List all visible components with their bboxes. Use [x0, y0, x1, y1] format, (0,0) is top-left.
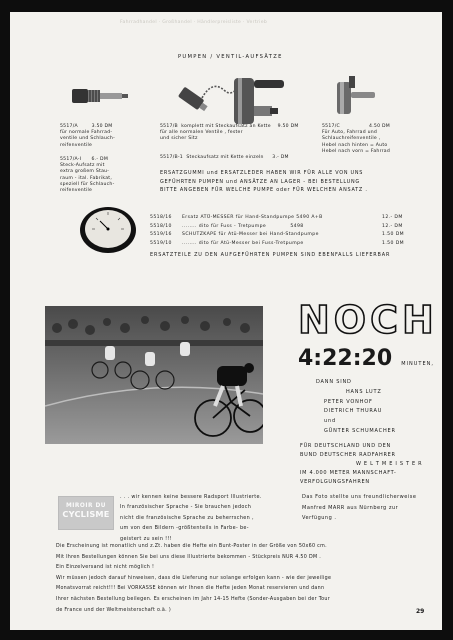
gauge-text: Ersatz ATÜ-MESSER für Hand-Standpumpe 5490 A+B [182, 215, 323, 220]
pump-nozzle-a-image [70, 82, 130, 110]
noch-headline: NOCH [298, 298, 438, 342]
track-cycling-photo [45, 306, 263, 444]
product-desc-line: Schlauchreifenventile , [322, 136, 381, 142]
product-desc-line: Steck-Aufsatz mit [60, 163, 105, 169]
rider-name: DIETRICH THURAU [324, 408, 383, 415]
gauge-row [150, 215, 430, 224]
photo-credit [302, 492, 416, 524]
body-line: Wir müssen jedoch darauf hinweisen, dass die Lieferung nur solange erfolgen kann - wie der jeweilige [56, 575, 332, 581]
miroir-line: geistert zu sein !!! [120, 535, 173, 542]
champion-line: FÜR DEUTSCHLAND UND DEN [300, 443, 391, 449]
gauge-code: 5518/10 [150, 223, 172, 229]
record-time-value: 4:22:20 [298, 346, 393, 371]
champion-line: IM 4.000 METER MANNSCHAFT- [300, 470, 397, 476]
section-title: PUMPEN / VENTIL-AUFSÄTZE [178, 54, 283, 60]
gauge-price: 12.- DM [382, 223, 403, 229]
product-desc-line: extra großem Stau- [60, 169, 110, 175]
champion-text [300, 442, 422, 487]
body-line: Ihrer nächsten Bestellung beilegen. Es erscheinen im Jahr 14-15 Hefte (Sonder-Ausgaben bei der Tour [56, 596, 330, 602]
spares-note-line: GEFÜHRTEN PUMPEN und ANSÄTZE AN LAGER - BEI BESTELLUNG [160, 178, 360, 185]
gauge-price: 12.- DM [382, 215, 403, 220]
rider-name: und [324, 418, 336, 425]
miroir-line: nicht die französische Sprache zu beherrschen , [120, 514, 254, 521]
gauge-text: ........ dito für Atü-Messer bei Fuss-Tretpumpe [182, 240, 304, 246]
gauge-price: 1.50 DM [382, 232, 404, 237]
product-code: 5517/A 3.50 DM [60, 124, 113, 129]
body-line: Ein Einzelversand ist nicht möglich ! [56, 565, 155, 571]
product-5517-a [60, 124, 115, 149]
champion-line: BUND DEUTSCHER RADFAHRER [300, 452, 396, 458]
product-desc-line: speziell für Schlauch- [60, 181, 115, 187]
body-text [56, 542, 331, 616]
spares-note-line: ERSATZGUMMI und ERSATZLEDER HABEN WIR FÜR ALLE VON UNS [160, 170, 364, 176]
catalog-page [10, 12, 442, 630]
champion-line: W E L T M E I S T E R [356, 461, 423, 467]
gauge-code: 5519/16 [150, 232, 172, 237]
product-code: 5517/B komplett mit Steckaufsatz an Kette 9.50 DM [160, 124, 299, 129]
rider-name: GÜNTER SCHUMACHER [324, 427, 396, 434]
gauge-code: 5519/10 [150, 240, 172, 246]
product-desc-line: Hebel nach hinten = Auto [322, 142, 388, 148]
gauge-price: 1.50 DM [382, 240, 404, 246]
product-desc-line: raum - ital. Fabrikat, [60, 175, 113, 181]
product-code: 5517/A-I 6.- DM [60, 157, 109, 162]
product-5517-a-i [60, 157, 115, 194]
gauge-row [150, 232, 430, 241]
champion-line: VERFOLGUNGSFAHREN [300, 479, 370, 485]
gauge-text: ........ dito für Fuss - Tretpumpe 5498 [182, 223, 304, 229]
product-desc-line: für alle normalen Ventile , fester [160, 130, 243, 136]
faint-header: Fahrradhandel · Großhandel · Händlerpreisliste · Vertrieb [120, 20, 268, 25]
logo-line: CYCLISME [62, 509, 110, 519]
page-number: 29 [416, 608, 425, 615]
product-desc-line: Hebel nach vorn = Fahrrad [322, 148, 391, 154]
gauge-code: 5518/16 [150, 215, 172, 220]
product-desc-line: reifenventile [60, 142, 93, 148]
miroir-line: In französischer Sprache - Sie brauchen jedoch [120, 504, 252, 511]
product-desc-line: ventile und Schlauch- [60, 136, 115, 142]
product-desc-line: und sicher Sitz [160, 136, 198, 142]
gauge-row [150, 241, 430, 250]
product-desc-line: reifenventile [60, 188, 93, 194]
product-code: 5517/C 4.50 DM [322, 124, 390, 129]
pump-lever-head-image [333, 74, 381, 120]
photo-credit-line: Das Foto stellte uns freundlicherweise [302, 494, 417, 500]
pressure-gauge-image [78, 204, 140, 254]
riders-block [316, 378, 396, 437]
body-line: Monatsvorrat reicht!!! Bei VORKASSE können wir Ihnen die Hefte jeden Monat reservieren und dann [56, 586, 325, 592]
body-line: Die Erscheinung ist monatlich und z.Zt. haben die Hefte ein Bunt-Poster in der Größe von 50x60 cm. [56, 544, 327, 549]
photo-credit-line: Verfügung . [302, 515, 337, 521]
rider-name: HANS LUTZ [346, 388, 382, 395]
product-5517-b-1 [160, 155, 289, 161]
product-desc-line: Für Auto, Fahrrad und [322, 130, 378, 136]
pump-valve-with-chain-image [170, 70, 292, 130]
product-5517-c [322, 124, 390, 155]
dann-sind: DANN SIND [316, 379, 352, 385]
product-desc-line: für normale Fahrrad- [60, 130, 113, 136]
miroir-description [120, 492, 262, 544]
photo-credit-line: Manfred MARR aus Nürnberg zur [302, 504, 399, 511]
record-time [298, 346, 434, 371]
product-5517-b [160, 124, 299, 143]
body-line: de France und der Weltmeisterschaft o.ä. ) [56, 607, 171, 613]
logo-line: MIROIR DU [66, 503, 106, 509]
gauge-price-list [150, 215, 430, 249]
spares-note [160, 169, 368, 195]
body-line: Mit Ihren Bestellungen können Sie bei uns diese Illustrierte bekommen - Stückpreis NUR 4.50 DM . [56, 554, 322, 560]
miroir-du-cyclisme-logo [58, 496, 114, 530]
rider-name: PETER VONHOF [324, 398, 373, 405]
record-time-unit: MINUTEN, [401, 361, 434, 367]
miroir-line: um von den Bildern -größtenteils in Farbe- be- [120, 525, 249, 532]
spares-footer: ERSATZTEILE ZU DEN AUFGEFÜHRTEN PUMPEN SIND EBENFALLS LIEFERBAR [150, 252, 391, 258]
miroir-line: . . . wir kennen keine bessere Radsport Illustrierte. [120, 494, 262, 500]
spares-note-line: BITTE ANGEBEN FÜR WELCHE PUMPE oder FÜR WELCHEN ANSATZ . [160, 187, 368, 193]
product-code: 5517/B-1 Steckaufsatz mit Kette einzeln 3.- DM [160, 155, 289, 160]
gauge-text: SCHUTZKAPE für Atü-Messer bei Hand-Standpumpe [182, 232, 319, 237]
gauge-row [150, 224, 430, 233]
